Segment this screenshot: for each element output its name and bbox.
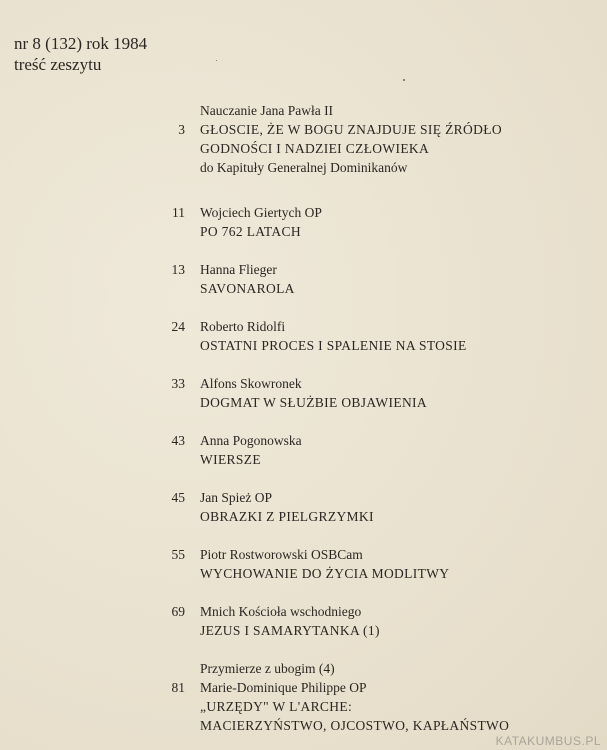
print-speck [403, 79, 405, 81]
toc-entry-line [0, 716, 607, 735]
page-number: 81 [171, 680, 185, 695]
author-or-series: Mnich Kościoła wschodniego [200, 604, 362, 619]
toc-entry [0, 488, 607, 526]
toc-entry-line [0, 507, 607, 526]
toc-entry [0, 260, 607, 298]
toc-entry-line [0, 659, 607, 678]
watermark: KATAKUMBUS.PL [495, 734, 601, 748]
page-number: 43 [171, 433, 185, 448]
article-title: GODNOŚCI I NADZIEI CZŁOWIEKA [200, 141, 430, 156]
toc-entry-line [0, 450, 607, 469]
toc-entry [0, 101, 607, 177]
toc-entry-line [0, 621, 607, 640]
toc-entry-line [0, 120, 607, 139]
author-or-series: Alfons Skowronek [200, 376, 302, 391]
page-number: 11 [172, 205, 185, 220]
toc-entry-line [0, 203, 607, 222]
article-title: JEZUS I SAMARYTANKA (1) [200, 623, 380, 638]
article-title: OSTATNI PROCES I SPALENIE NA STOSIE [200, 338, 467, 353]
page-number: 3 [178, 122, 185, 137]
author-or-series: Piotr Rostworowski OSBCam [200, 547, 363, 562]
toc-entry-line [0, 697, 607, 716]
toc-entry [0, 317, 607, 355]
author-or-series: Jan Spież OP [200, 490, 272, 505]
toc-entry [0, 431, 607, 469]
toc-entry-line [0, 158, 607, 177]
toc-entry [0, 602, 607, 640]
page-number: 45 [171, 490, 185, 505]
article-title: GŁOSCIE, ŻE W BOGU ZNAJDUJE SIĘ ŹRÓDŁO [200, 122, 502, 137]
author-or-series: Przymierze z ubogim (4) [200, 661, 335, 676]
toc-entry-line [0, 564, 607, 583]
toc-entry-line [0, 678, 607, 697]
toc-entry-line [0, 222, 607, 241]
toc-entry [0, 659, 607, 735]
toc-entry-line [0, 317, 607, 336]
page-number: 33 [171, 376, 185, 391]
author-or-series: Hanna Flieger [200, 262, 277, 277]
author-or-series: Nauczanie Jana Pawła II [200, 103, 334, 118]
page-number: 13 [171, 262, 185, 277]
article-title: MACIERZYŃSTWO, OJCOSTWO, KAPŁAŃSTWO [200, 718, 510, 733]
toc-entry [0, 203, 607, 241]
author-or-series: do Kapituły Generalnej Dominikanów [200, 160, 408, 175]
toc-entry-line [0, 260, 607, 279]
toc-entry-line [0, 431, 607, 450]
author-or-series: Roberto Ridolfi [200, 319, 286, 334]
page-number: 55 [171, 547, 185, 562]
toc-entry-line [0, 488, 607, 507]
article-title: WIERSZE [200, 452, 261, 467]
issue-line: nr 8 (132) rok 1984 [14, 34, 148, 53]
article-title: PO 762 LATACH [200, 224, 301, 239]
print-speck [216, 60, 217, 61]
page-number: 69 [171, 604, 185, 619]
toc-entry-line [0, 545, 607, 564]
author-or-series: Marie-Dominique Philippe OP [200, 680, 367, 695]
article-title: SAVONAROLA [200, 281, 295, 296]
toc-entry-line [0, 139, 607, 158]
contents-label: treść zeszytu [14, 55, 102, 74]
toc-entry [0, 374, 607, 412]
author-or-series: Anna Pogonowska [200, 433, 302, 448]
toc-entry-line [0, 101, 607, 120]
toc-entry-line [0, 602, 607, 621]
article-title: DOGMAT W SŁUŻBIE OBJAWIENIA [200, 395, 427, 410]
toc-entry [0, 545, 607, 583]
toc-entry-line [0, 374, 607, 393]
toc-entry-line [0, 279, 607, 298]
author-or-series: Wojciech Giertych OP [200, 205, 322, 220]
page-number: 24 [171, 319, 185, 334]
article-title: „URZĘDY" W L'ARCHE: [200, 699, 353, 714]
issue-header [14, 33, 147, 75]
article-title: WYCHOWANIE DO ŻYCIA MODLITWY [200, 566, 450, 581]
toc-entry-line [0, 393, 607, 412]
toc-entry-line [0, 336, 607, 355]
article-title: OBRAZKI Z PIELGRZYMKI [200, 509, 374, 524]
